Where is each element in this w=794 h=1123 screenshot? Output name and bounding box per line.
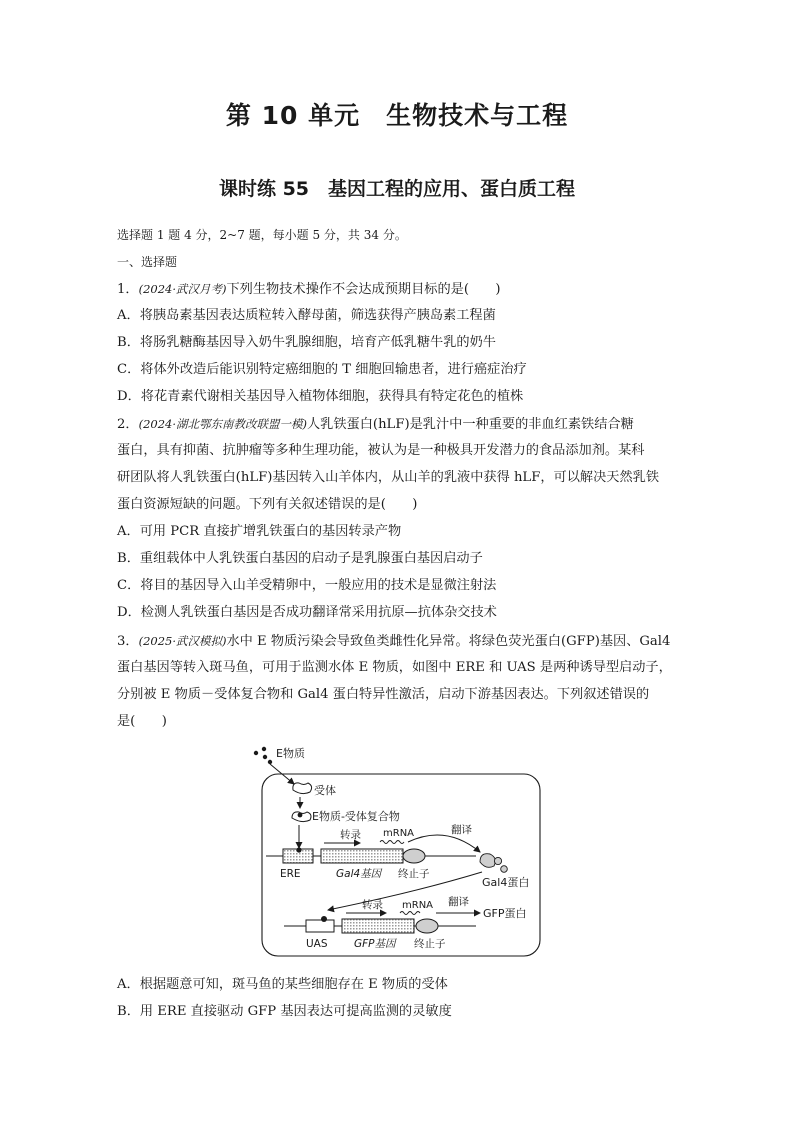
label-transcription-2: 转录	[362, 899, 383, 911]
gal4-gene-box	[321, 849, 403, 863]
q2-option-b[interactable]: B．重组载体中人乳铁蛋白基因的启动子是乳腺蛋白基因启动子	[117, 551, 483, 566]
label-uas: UAS	[306, 938, 328, 950]
mrna-1-wave	[380, 841, 404, 844]
question-1-stem	[117, 280, 677, 299]
label-terminator-1: 终止子	[398, 868, 430, 880]
q2-option-c[interactable]: C．将目的基因导入山羊受精卵中，一般应用的技术是显微注射法	[117, 578, 497, 593]
label-ere: ERE	[280, 868, 301, 880]
q3-number: 3．	[117, 634, 139, 649]
question-2-stem	[117, 415, 677, 434]
question-3-stem	[117, 632, 677, 651]
label-translation-1: 翻译	[451, 824, 472, 836]
q2-text-3: 研团队将人乳铁蛋白(hLF)基因转入山羊体内，从山羊的乳液中获得 hLF，可以解决天然乳铁	[117, 470, 660, 485]
label-gal4-gene: Gal4基因	[336, 868, 382, 880]
terminator-2-shape	[416, 919, 438, 933]
label-gfp-protein: GFP蛋白	[483, 907, 527, 920]
e-substance-dots	[254, 747, 272, 764]
section-label: 一、选择题	[117, 255, 178, 269]
q2-text-2: 蛋白，具有抑菌、抗肿瘤等多种生理功能，被认为是一种极具开发潜力的食品添加剂。某科	[117, 443, 645, 458]
mrna-2-wave	[400, 912, 420, 915]
receptor-shape	[293, 783, 312, 794]
label-receptor: 受体	[314, 784, 336, 797]
q1-option-c[interactable]: C．将体外改造后能识别特定癌细胞的 T 细胞回输患者，进行癌症治疗	[117, 362, 527, 377]
q2-option-d[interactable]: D．检测人乳铁蛋白基因是否成功翻译常采用抗原—抗体杂交技术	[117, 605, 497, 620]
q1-source: (2024·武汉月考)	[138, 282, 227, 296]
q2-text-4: 蛋白资源短缺的问题。下列有关叙述错误的是( )	[117, 497, 418, 512]
q2-source: (2024·湖北鄂东南教改联盟一模)	[138, 417, 307, 431]
label-gal4-protein: Gal4蛋白	[482, 876, 530, 889]
q1-option-d[interactable]: D．将花青素代谢相关基因导入植物体细胞，获得具有特定花色的植株	[117, 389, 524, 404]
gal4-protein-shapes	[480, 854, 507, 873]
label-translation-2: 翻译	[448, 896, 469, 908]
score-note: 选择题 1 题 4 分，2~7 题，每小题 5 分，共 34 分。	[117, 228, 407, 242]
uas-box	[306, 920, 334, 932]
label-complex: E物质-受体复合物	[312, 810, 400, 823]
q2-number: 2．	[117, 417, 139, 432]
label-mrna-1: mRNA	[383, 828, 415, 839]
label-terminator-2: 终止子	[414, 938, 446, 950]
q1-text: 下列生物技术操作不会达成预期目标的是( )	[226, 282, 501, 297]
unit-title: 第 10 单元 生物技术与工程	[225, 101, 569, 130]
label-transcription-1: 转录	[340, 829, 361, 841]
lesson-title: 课时练 55 基因工程的应用、蛋白质工程	[218, 178, 576, 200]
q3-text-1: 水中 E 物质污染会导致鱼类雌性化异常。将绿色荧光蛋白(GFP)基因、Gal4	[226, 634, 671, 649]
terminator-1-shape	[403, 849, 425, 863]
q2-text-1: 人乳铁蛋白(hLF)是乳汁中一种重要的非血红素铁结合糖	[306, 417, 634, 432]
q3-option-a[interactable]: A．根据题意可知，斑马鱼的某些细胞存在 E 物质的受体	[117, 977, 448, 992]
q1-option-a[interactable]: A．将胰岛素基因表达质粒转入酵母菌，筛选获得产胰岛素工程菌	[117, 308, 496, 323]
q3-option-b[interactable]: B．用 ERE 直接驱动 GFP 基因表达可提高监测的灵敏度	[117, 1004, 452, 1019]
gfp-gene-box	[342, 919, 414, 933]
q3-source: (2025·武汉模拟)	[138, 634, 227, 648]
gene-expression-diagram	[236, 742, 556, 958]
q3-text-4: 是( )	[117, 714, 167, 729]
q3-text-3: 分别被 E 物质－受体复合物和 Gal4 蛋白特异性激活，启动下游基因表达。下列叙述错误的	[117, 687, 650, 702]
q1-number: 1．	[117, 282, 139, 297]
q1-option-b[interactable]: B．将肠乳糖酶基因导入奶牛乳腺细胞，培育产低乳糖牛乳的奶牛	[117, 335, 496, 350]
q2-option-a[interactable]: A．可用 PCR 直接扩增乳铁蛋白的基因转录产物	[117, 524, 402, 539]
label-e-substance: E物质	[276, 747, 305, 760]
label-gfp-gene: GFP基因	[354, 938, 396, 950]
label-mrna-2: mRNA	[402, 900, 434, 911]
q3-text-2: 蛋白基因等转入斑马鱼，可用于监测水体 E 物质，如图中 ERE 和 UAS 是两种诱导型启动子，	[117, 660, 672, 675]
